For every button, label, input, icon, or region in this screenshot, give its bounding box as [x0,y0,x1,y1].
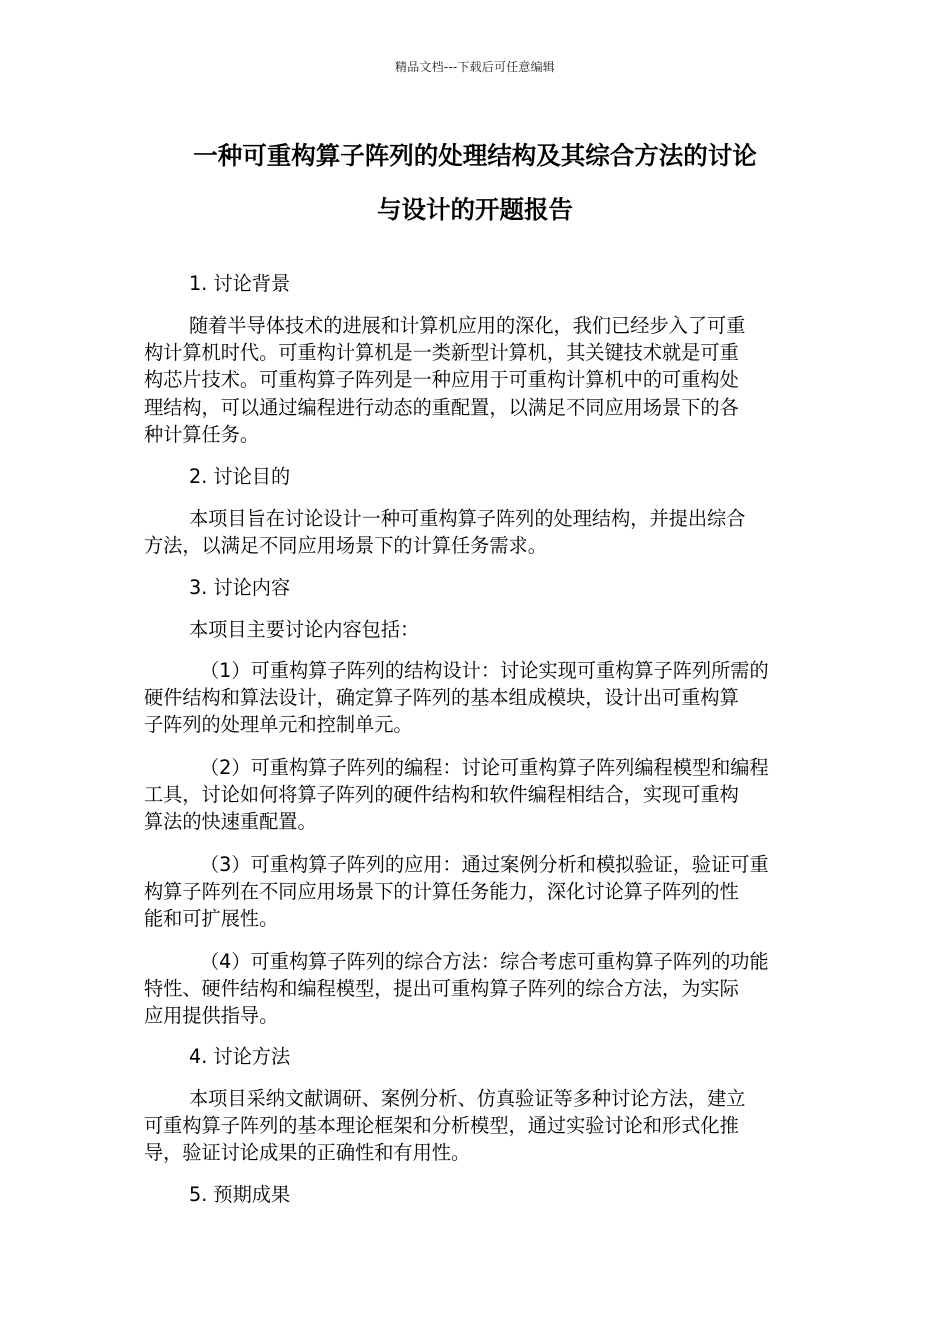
section-heading-background: 1. 讨论背景 [189,272,291,295]
paragraph-content-intro [144,616,806,643]
list-item-line: （4）可重构算子阵列的综合方法：综合考虑可重构算子阵列的功能 [200,950,769,973]
paragraph-line: 本项目采纳文献调研、案例分析、仿真验证等多种讨论方法，建立 [189,1087,746,1110]
list-item-line: （1）可重构算子阵列的结构设计：讨论实现可重构算子阵列所需的 [200,659,769,682]
list-item-programming [144,754,806,836]
list-item-line: 能和可扩展性。 [144,907,279,931]
list-item-line: 子阵列的处理单元和控制单元。 [144,713,413,737]
paragraph-line: 导，验证讨论成果的正确性和有用性。 [144,1141,471,1165]
paragraph-line: 种计算任务。 [144,422,260,446]
paragraph-purpose [144,505,806,559]
section-heading-expected-results: 5. 预期成果 [189,1183,291,1206]
paragraph-line: 理结构，可以通过编程进行动态的重配置，以满足不同应用场景下的各 [144,395,739,419]
paragraph-method [144,1085,806,1167]
paragraph-line: 随着半导体技术的进展和计算机应用的深化，我们已经步入了可重 [189,314,746,337]
paragraph-background [144,312,806,448]
list-item-line: （2）可重构算子阵列的编程：讨论可重构算子阵列编程模型和编程 [200,756,769,779]
list-item-line: 特性、硬件结构和编程模型，提出可重构算子阵列的综合方法，为实际 [144,977,739,1001]
document-title-line-1: 一种可重构算子阵列的处理结构及其综合方法的讨论 [193,141,757,170]
section-heading-method: 4. 讨论方法 [189,1045,291,1068]
paragraph-line: 构计算机时代。可重构计算机是一类新型计算机，其关键技术就是可重 [144,341,739,365]
list-item-line: （3）可重构算子阵列的应用：通过案例分析和模拟验证，验证可重 [200,853,769,876]
paragraph-line: 可重构算子阵列的基本理论框架和分析模型，通过实验讨论和形式化推 [144,1114,739,1138]
list-item-line: 算法的快速重配置。 [144,810,317,834]
document-title-line-2: 与设计的开题报告 [377,195,573,224]
paragraph-line: 方法，以满足不同应用场景下的计算任务需求。 [144,534,547,558]
list-item-synthesis-method [144,948,806,1030]
paragraph-line: 构芯片技术。可重构算子阵列是一种应用于可重构计算机中的可重构处 [144,368,739,392]
list-item-line: 应用提供指导。 [144,1004,279,1028]
list-item-line: 硬件结构和算法设计，确定算子阵列的基本组成模块，设计出可重构算 [144,686,739,710]
list-item-line: 构算子阵列在不同应用场景下的计算任务能力，深化讨论算子阵列的性 [144,880,739,904]
paragraph-line: 本项目主要讨论内容包括： [189,618,420,641]
list-item-application [144,851,806,933]
header-note: 精品文档---下载后可任意编辑 [395,60,555,74]
paragraph-line: 本项目旨在讨论设计一种可重构算子阵列的处理结构，并提出综合 [189,507,746,530]
list-item-structure-design [144,657,806,739]
section-heading-content: 3. 讨论内容 [189,576,291,599]
section-heading-purpose: 2. 讨论目的 [189,465,291,488]
list-item-line: 工具，讨论如何将算子阵列的硬件结构和软件编程相结合，实现可重构 [144,783,739,807]
